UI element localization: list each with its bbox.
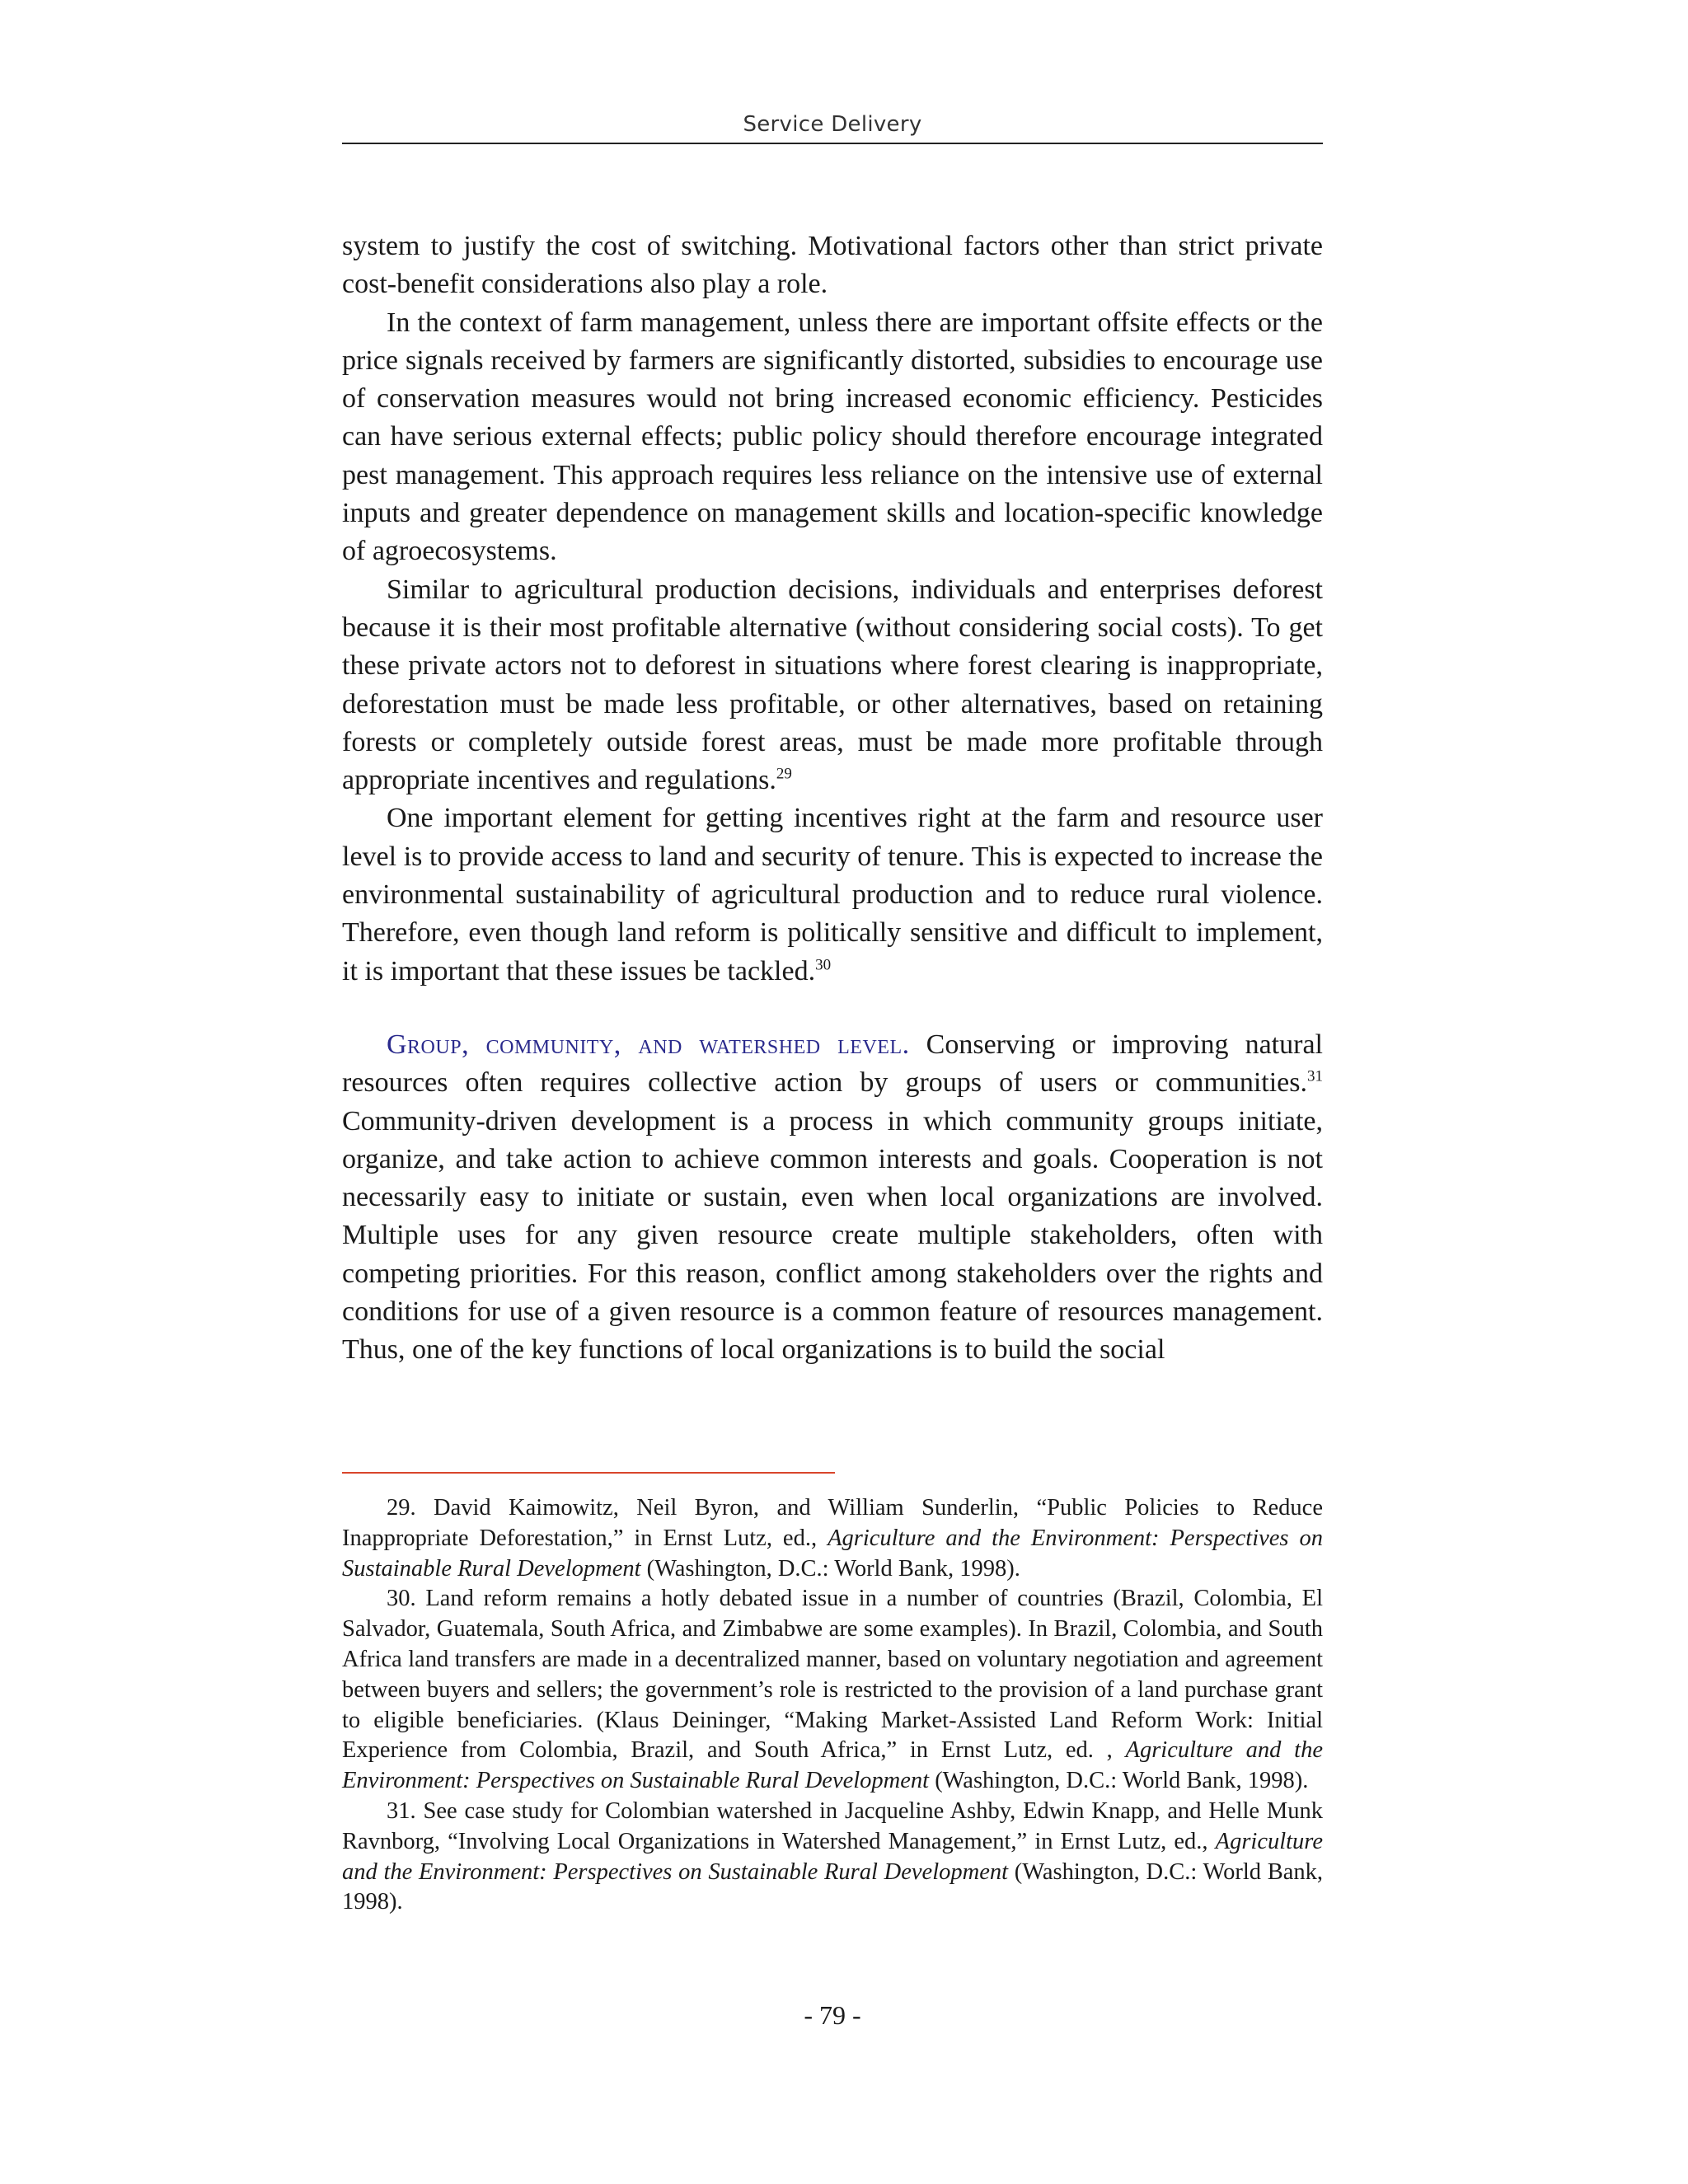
- footnotes: [342, 1493, 1323, 1918]
- body-text-upper: [342, 227, 1323, 991]
- paragraph-continuation: system to justify the cost of switching. Motivational factors other than strict private cost-benefit considerations also play a role.: [342, 231, 1323, 300]
- running-head: Service Delivery: [743, 112, 922, 137]
- footnote-ref-30[interactable]: 30: [815, 956, 832, 974]
- footnote-29: 29. David Kaimowitz, Neil Byron, and William Sunderlin, “Public Policies to Reduce Inappropriate Deforestation,” in Ernst Lutz, ed., Agriculture and the Environment: Perspectives on Sustainable Rural Development (Washington, D.C.: World Bank, 1998).: [342, 1495, 1324, 1582]
- paragraph-land-tenure: One important element for getting incentives right at the farm and resource user level is to provide access to land and security of tenure. This is expected to increase the environmental sustainability of agricultural production and to reduce rural violence. Therefore, even though land reform is politically sensitive and difficult to implement, it is important that these issues be tackled.$^{30}$: [342, 803, 1323, 987]
- header-rule: [342, 143, 1323, 144]
- footnote-30: 30. Land reform remains a hotly debated issue in a number of countries (Brazil, Colombia, El Salvador, Guatemala, South Africa, and Zimbabwe are some examples). In Brazil, Colombia, and South Africa land transfers are made in a decentralized manner, based on voluntary negotiation and agreement between buyers and sellers; the government’s role is restricted to the provision of a land purchase grant to eligible beneficiaries. (Klaus Deininger, “Making Market-Assisted Land Reform Work: Initial Experience from Colombia, Brazil, and South Africa,” in Ernst Lutz, ed. , Agriculture and the Environment: Perspectives on Sustainable Rural Development (Washington, D.C.: World Bank, 1998).: [342, 1586, 1323, 1794]
- footnote-ref-31[interactable]: 31: [1307, 1067, 1323, 1085]
- paragraph-community-level: Group, community, and watershed level. Conserving or improving natural resources often requires collective action by groups of users or communities.$^{31}$ Community-driven development is a process in which community groups initiate, organize, and take action to achieve common interests and goals. Cooperation is not necessarily easy to initiate or sustain, even when local organizations are involved. Multiple uses for any given resource create multiple stakeholders, often with competing priorities. For this reason, conflict among stakeholders over the rights and conditions for use of a given resource is a common feature of resources management. Thus, one of the key functions of local organizations is to build the social: [342, 1029, 1323, 1366]
- page-number: - 79 -: [804, 2000, 861, 2030]
- paragraph-farm-management: In the context of farm management, unless there are important offsite effects or the price signals received by farmers are significantly distorted, subsidies to encourage use of conservation measures would not bring increased economic efficiency. Pesticides can have serious external effects; public policy should therefore encourage integrated pest management. This approach requires less reliance on the intensive use of external inputs and greater dependence on management skills and location-specific knowledge of agroecosystems.: [342, 307, 1323, 567]
- paragraph-deforestation: Similar to agricultural production decisions, individuals and enterprises deforest because it is their most profitable alternative (without considering social costs). To get these private actors not to deforest in situations where forest clearing is inappropriate, deforestation must be made less profitable, or other alternatives, based on retaining forests or completely outside forest areas, must be made more profitable through appropriate incentives and regulations.$^{29}$: [342, 574, 1323, 796]
- body-text-lower: [342, 1026, 1323, 1370]
- footnote-separator: [342, 1472, 835, 1474]
- footnote-31: 31. See case study for Colombian watershed in Jacqueline Ashby, Edwin Knapp, and Helle Munk Ravnborg, “Involving Local Organizations in Watershed Management,” in Ernst Lutz, ed., Agriculture and the Environment: Perspectives on Sustainable Rural Development (Washington, D.C.: World Bank, 1998).: [342, 1797, 1323, 1915]
- footnote-ref-29[interactable]: 29: [776, 765, 792, 783]
- section-run-in-heading: Group, community, and watershed level.: [387, 1029, 910, 1060]
